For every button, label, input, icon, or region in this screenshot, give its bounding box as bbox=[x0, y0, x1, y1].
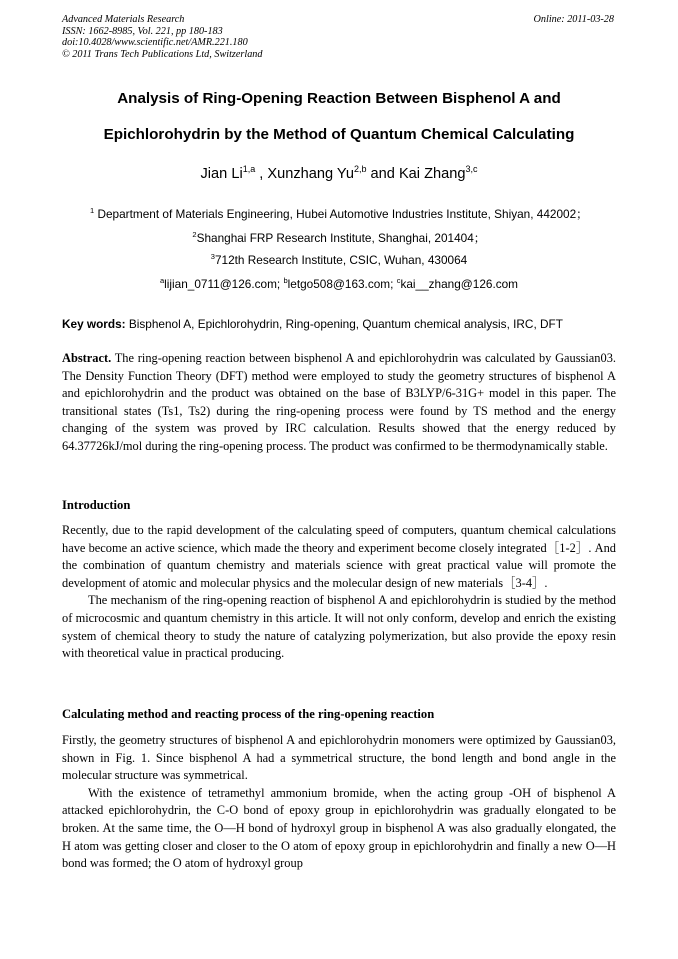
email-text: kai__zhang@126.com bbox=[400, 277, 519, 291]
email-mark: a bbox=[159, 276, 165, 285]
affiliation-mark: 1 bbox=[90, 206, 95, 215]
email-text: lijian_0711@126.com; bbox=[164, 277, 284, 291]
paragraph: Recently, due to the rapid development of the calculating speed of computers, quantum chemical calculations have become an active science, which made the theory and experiment become closely integrated［1-2］. And the combination of quantum chemistry and materials science with great practical value will promote the development of atomic and molecular physics and the molecular design of new materials［3-4］. bbox=[62, 523, 616, 590]
author-name: Xunzhang Yu bbox=[267, 166, 354, 182]
doi-line: doi:10.4028/www.scientific.net/AMR.221.180 bbox=[62, 37, 248, 49]
affiliation-text: Department of Materials Engineering, Hubei Automotive Industries Institute, Shiyan, 442002； bbox=[94, 207, 588, 221]
abstract-label: Abstract. bbox=[62, 351, 112, 365]
keywords-text: Bisphenol A, Epichlorohydrin, Ring-opening, Quantum chemical analysis, IRC, DFT bbox=[125, 317, 563, 331]
keywords bbox=[62, 317, 616, 331]
calculating-method-body bbox=[62, 732, 616, 873]
author-separator: , bbox=[255, 166, 268, 182]
abstract-text: The ring-opening reaction between bisphenol A and epichlorohydrin was calculated by Gaussian03. The Density Function Theory (DFT) method were employed to study the geometry structures of bisphenol A and epichlorohydrin and the product was obtained on the base of B3LYP/6-31G+ model in this paper. The transitional states (Ts1, Ts2) during the ring-opening process were found by TS method and the energy changing of the system was proved by IRC calculation. Results showed that the energy reduced by 64.37726kJ/mol during the ring-opening process. The product was confirmed to be thermodynamically stable. bbox=[62, 351, 616, 453]
online-date: Online: 2011-03-28 bbox=[533, 14, 614, 25]
author-list bbox=[62, 166, 616, 182]
introduction-body bbox=[62, 522, 616, 663]
author-name: Kai Zhang bbox=[398, 166, 466, 182]
copyright-line: © 2011 Trans Tech Publications Ltd, Switzerland bbox=[62, 48, 263, 60]
paper-title-line-2: Epichlorohydrin by the Method of Quantum Chemical Calculating bbox=[103, 126, 575, 143]
paper-title-line-1: Analysis of Ring-Opening Reaction Between Bisphenol A and bbox=[117, 90, 561, 107]
running-header bbox=[62, 14, 614, 60]
email-mark: b bbox=[283, 276, 288, 285]
author-superscript: 3,c bbox=[465, 164, 478, 174]
paragraph: With the existence of tetramethyl ammonium bromide, when the acting group -OH of bisphenol A attacked epichlorohydrin, the C-O bond of epoxy group in epichlorohydrin was gradually elongated to be broken. At the same time, the O—H bond of hydroxyl group in bisphenol A was also gradually elongated, the H atom was getting closer and closer to the O atom of epoxy group in epichlorohydrin and finally a new O—H bond was formed; the O atom of hydroxyl group bbox=[62, 785, 616, 871]
email-line bbox=[62, 277, 616, 291]
paragraph: The mechanism of the ring-opening reaction of bisphenol A and epichlorohydrin is studied by the method of microcosmic and quantum chemistry in this article. It will not only conform, develop and enrich the existing system of chemical theory to study the nature of catalyzing polymerization, but also provide the epoxy resin with theoretical value in practical producing. bbox=[62, 593, 616, 661]
affiliation-mark: 2 bbox=[192, 230, 197, 239]
abstract bbox=[62, 350, 616, 456]
affiliation-mark: 3 bbox=[210, 252, 215, 261]
author-name: Jian Li bbox=[200, 166, 243, 182]
keywords-label: Key words: bbox=[62, 317, 126, 331]
issn-line: ISSN: 1662-8985, Vol. 221, pp 180-183 bbox=[62, 25, 223, 37]
affiliation-3 bbox=[62, 253, 616, 267]
email-text: letgo508@163.com; bbox=[287, 277, 397, 291]
author-superscript: 1,a bbox=[242, 164, 256, 174]
section-heading-introduction: Introduction bbox=[62, 498, 131, 512]
affiliation-text: 712th Research Institute, CSIC, Wuhan, 430064 bbox=[214, 253, 468, 267]
paragraph: Firstly, the geometry structures of bisphenol A and epichlorohydrin monomers were optimized by Gaussian03, shown in Fig. 1. Since bisphenol A had a symmetrical structure, the bond length and bond angle in the molecular structure was symmetrical. bbox=[62, 733, 616, 783]
affiliation-text: Shanghai FRP Research Institute, Shanghai, 201404； bbox=[196, 231, 486, 245]
author-superscript: 2,b bbox=[353, 164, 367, 174]
journal-name: Advanced Materials Research bbox=[62, 14, 185, 25]
section-heading-calculating-method: Calculating method and reacting process of the ring-opening reaction bbox=[62, 707, 435, 721]
affiliation-2 bbox=[62, 229, 616, 246]
affiliation-1 bbox=[62, 205, 616, 222]
author-separator: and bbox=[366, 166, 399, 182]
email-mark: c bbox=[396, 276, 401, 285]
